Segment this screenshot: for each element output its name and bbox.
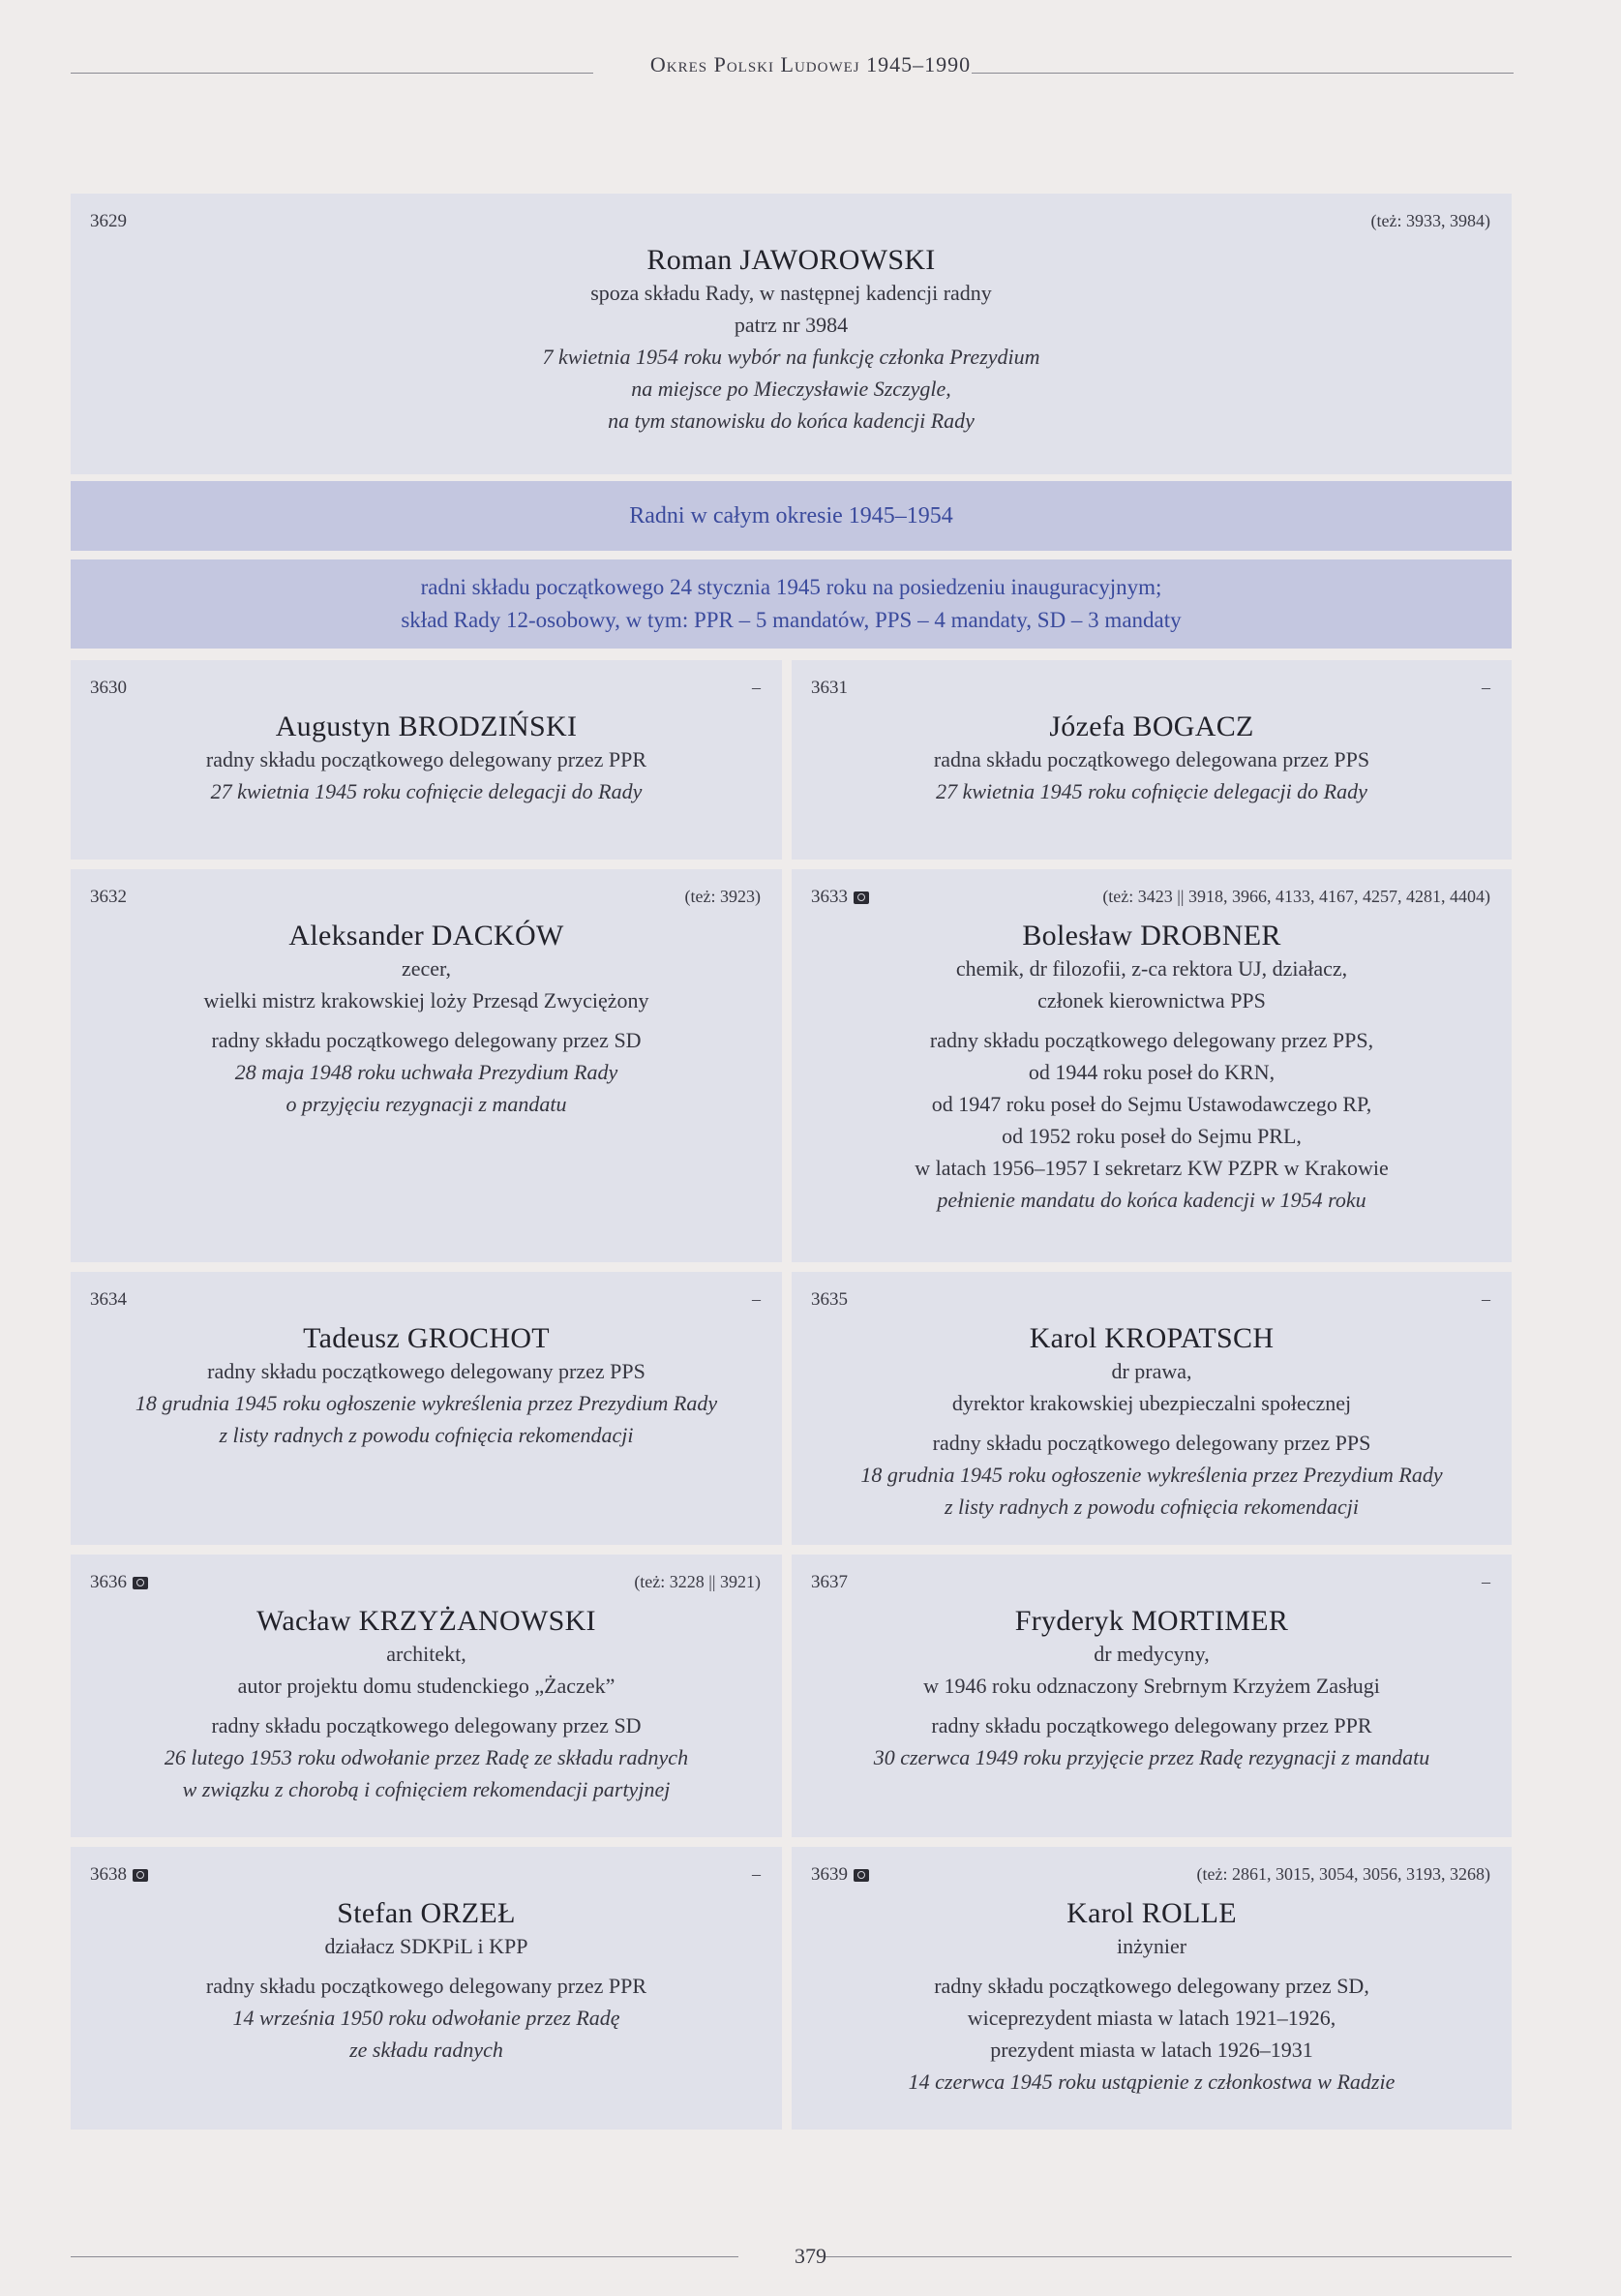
entry-card-3638 <box>71 1847 782 2130</box>
entry-name: Józefa BOGACZ <box>1049 710 1254 742</box>
line-gap <box>792 1016 1512 1024</box>
entry-number <box>90 1289 127 1311</box>
entry-card-3634 <box>71 1272 782 1545</box>
entry-number-text: 3634 <box>90 1289 127 1310</box>
entry-info-line: radna składu początkowego delegowana przez PPS <box>933 747 1370 771</box>
entry-card-3630 <box>71 660 782 860</box>
entry-note-line: pełnienie mandatu do końca kadencji w 1954 roku <box>937 1188 1366 1212</box>
entry-info-line: dyrektor krakowskiej ubezpieczalni społecznej <box>951 1391 1352 1415</box>
entry-note-line: na tym stanowisku do końca kadencji Rady <box>608 408 975 433</box>
running-title: Okres Polski Ludowej 1945–1990 <box>649 52 972 76</box>
entry-info-line: radny składu początkowego delegowany przez PPS <box>207 1359 645 1383</box>
section-title: Radni w całym okresie 1945–1954 <box>629 503 953 529</box>
entry-name: Wacław KRZYŻANOWSKI <box>256 1605 596 1637</box>
entry-info-line: od 1944 roku poseł do KRN, <box>1028 1060 1276 1084</box>
entry-name: Karol ROLLE <box>1066 1897 1237 1929</box>
entry-info-line: architekt, <box>386 1642 466 1666</box>
entry-info-line: wielki mistrz krakowskiej loży Przesąd Zwyciężony <box>203 988 649 1012</box>
entry-lines <box>71 277 1512 437</box>
entry-lines <box>792 1355 1512 1523</box>
entry-card-3637 <box>792 1555 1512 1837</box>
entry-info-line: wiceprezydent miasta w latach 1921–1926, <box>967 2006 1336 2030</box>
entry-info-line: od 1952 roku poseł do Sejmu PRL, <box>1002 1124 1302 1148</box>
entry-number-text: 3629 <box>90 211 127 231</box>
entry-card-3633 <box>792 869 1512 1262</box>
entry-name: Aleksander DACKÓW <box>288 920 564 952</box>
entry-number <box>811 1864 869 1886</box>
entry-info-line: dr medycyny, <box>1094 1642 1210 1666</box>
entry-number-text: 3635 <box>811 1289 848 1310</box>
entry-number-text: 3632 <box>90 887 127 907</box>
entry-note-line: w związku z chorobą i cofnięciem rekomendacji partyjnej <box>182 1777 671 1801</box>
entry-reference: – <box>752 678 761 697</box>
entry-info-line: działacz SDKPiL i KPP <box>324 1934 528 1958</box>
entry-number-text: 3638 <box>90 1864 127 1885</box>
entry-reference: – <box>1482 1572 1490 1591</box>
entry-number <box>811 887 869 908</box>
line-gap <box>792 1702 1512 1709</box>
entry-info-line: w latach 1956–1957 I sekretarz KW PZPR w Krakowie <box>915 1156 1389 1180</box>
entry-number <box>90 1864 148 1886</box>
entry-note-line: 14 czerwca 1945 roku ustąpienie z członkostwa w Radzie <box>908 2069 1396 2094</box>
entry-info-line: radny składu początkowego delegowany przez SD <box>211 1713 642 1737</box>
entry-number <box>90 1572 148 1593</box>
entry-note-line: 14 września 1950 roku odwołanie przez Radę <box>232 2006 620 2030</box>
entry-name: Fryderyk MORTIMER <box>1014 1605 1289 1637</box>
entry-card-3631 <box>792 660 1512 860</box>
entry-reference: (też: 3933, 3984) <box>1370 211 1490 230</box>
line-gap <box>71 1702 782 1709</box>
entry-lines <box>792 1930 1512 2098</box>
entry-info-line: chemik, dr filozofii, z-ca rektora UJ, działacz, <box>955 956 1348 981</box>
entry-number <box>90 887 127 908</box>
section-subtitle-band <box>71 559 1512 649</box>
entry-number-text: 3639 <box>811 1864 848 1885</box>
entry-reference: – <box>1482 678 1490 697</box>
entry-number <box>811 1289 848 1311</box>
entry-info-line: radny składu początkowego delegowany przez PPR <box>205 747 647 771</box>
entry-reference: – <box>752 1864 761 1884</box>
entry-number <box>90 211 127 232</box>
entry-name: Karol KROPATSCH <box>1029 1322 1275 1354</box>
entry-info-line: autor projektu domu studenckiego „Żaczek” <box>237 1674 615 1698</box>
entry-number-text: 3633 <box>811 887 848 907</box>
photo-icon <box>854 891 869 904</box>
entry-note-line: 30 czerwca 1949 roku przyjęcie przez Radę rezygnacji z mandatu <box>873 1745 1430 1769</box>
entry-name: Augustyn BRODZIŃSKI <box>275 710 578 742</box>
entry-name: Bolesław DROBNER <box>1022 920 1281 952</box>
entry-reference: – <box>1482 1289 1490 1309</box>
entry-note-line: na miejsce po Mieczysławie Szczygle, <box>631 377 951 401</box>
entry-lines <box>71 1930 782 2066</box>
entry-note-line: 18 grudnia 1945 roku ogłoszenie wykreślenia przez Prezydium Rady <box>860 1463 1443 1487</box>
line-gap <box>71 1962 782 1970</box>
entry-lines <box>792 952 1512 1216</box>
entry-reference: (też: 2861, 3015, 3054, 3056, 3193, 3268) <box>1196 1864 1490 1884</box>
photo-icon <box>133 1577 148 1589</box>
entry-note-line: 7 kwietnia 1954 roku wybór na funkcję członka Prezydium <box>542 345 1040 369</box>
entry-card-3629 <box>71 194 1512 474</box>
entry-info-line: spoza składu Rady, w następnej kadencji radny <box>590 281 992 305</box>
line-gap <box>792 1419 1512 1427</box>
entry-info-line: od 1947 roku poseł do Sejmu Ustawodawczego RP, <box>931 1092 1372 1116</box>
entry-lines <box>71 952 782 1120</box>
entry-number-text: 3631 <box>811 678 848 698</box>
page-number: 379 <box>795 2244 826 2268</box>
entry-info-line: członek kierownictwa PPS <box>1037 988 1266 1012</box>
entry-reference: (też: 3228 || 3921) <box>634 1572 761 1591</box>
entry-note-line: z listy radnych z powodu cofnięcia rekomendacji <box>219 1423 634 1447</box>
section-subtitle-line-1: radni składu początkowego 24 stycznia 1945 roku na posiedzeniu inauguracyjnym; <box>420 575 1162 599</box>
entry-info-line: radny składu początkowego delegowany przez PPR <box>205 1974 647 1998</box>
entry-number-text: 3636 <box>90 1572 127 1592</box>
entry-reference: (też: 3423 || 3918, 3966, 4133, 4167, 4257, 4281, 4404) <box>1102 887 1490 906</box>
entry-lines <box>792 743 1512 807</box>
entry-card-3632 <box>71 869 782 1262</box>
entry-note-line: ze składu radnych <box>349 2038 503 2062</box>
entry-number <box>811 678 848 699</box>
section-title-band <box>71 481 1512 551</box>
entry-name: Tadeusz GROCHOT <box>303 1322 550 1354</box>
entry-info-line: radny składu początkowego delegowany przez PPS <box>932 1431 1371 1455</box>
entry-name: Stefan ORZEŁ <box>337 1897 516 1929</box>
line-gap <box>792 1962 1512 1970</box>
entry-note-line: 27 kwietnia 1945 roku cofnięcie delegacji do Rady <box>936 779 1367 803</box>
entry-info-line: radny składu początkowego delegowany przez PPR <box>931 1713 1372 1737</box>
entry-info-line: patrz nr 3984 <box>734 313 849 337</box>
entry-card-3636 <box>71 1555 782 1837</box>
entry-number <box>90 678 127 699</box>
entry-info-line: radny składu początkowego delegowany przez SD <box>211 1028 642 1052</box>
entry-info-line: radny składu początkowego delegowany przez SD, <box>934 1974 1369 1998</box>
entry-note-line: 28 maja 1948 roku uchwała Prezydium Rady <box>234 1060 618 1084</box>
entry-lines <box>71 1355 782 1451</box>
entry-info-line: radny składu początkowego delegowany przez PPS, <box>929 1028 1374 1052</box>
photo-icon <box>133 1869 148 1882</box>
entry-info-line: prezydent miasta w latach 1926–1931 <box>990 2038 1313 2062</box>
entry-info-line: zecer, <box>401 956 451 981</box>
entry-info-line: dr prawa, <box>1111 1359 1192 1383</box>
entry-lines <box>71 743 782 807</box>
entry-note-line: 18 grudnia 1945 roku ogłoszenie wykreślenia przez Prezydium Rady <box>135 1391 718 1415</box>
entry-note-line: 27 kwietnia 1945 roku cofnięcie delegacji do Rady <box>210 779 643 803</box>
entry-info-line: inżynier <box>1116 1934 1187 1958</box>
entry-number-text: 3630 <box>90 678 127 698</box>
entry-number <box>811 1572 848 1593</box>
entry-lines <box>71 1638 782 1805</box>
entry-name: Roman JAWOROWSKI <box>646 244 936 276</box>
entry-reference: – <box>752 1289 761 1309</box>
section-subtitle-line-2: skład Rady 12-osobowy, w tym: PPR – 5 mandatów, PPS – 4 mandaty, SD – 3 mandaty <box>401 608 1182 632</box>
entry-lines <box>792 1638 1512 1773</box>
entry-reference: (też: 3923) <box>684 887 761 906</box>
entry-info-line: w 1946 roku odznaczony Srebrnym Krzyżem Zasługi <box>923 1674 1380 1698</box>
entry-card-3635 <box>792 1272 1512 1545</box>
entry-number-text: 3637 <box>811 1572 848 1592</box>
entry-note-line: z listy radnych z powodu cofnięcia rekomendacji <box>944 1495 1360 1519</box>
line-gap <box>71 1016 782 1024</box>
entry-note-line: o przyjęciu rezygnacji z mandatu <box>285 1092 567 1116</box>
entry-note-line: 26 lutego 1953 roku odwołanie przez Radę ze składu radnych <box>164 1745 689 1769</box>
entry-card-3639 <box>792 1847 1512 2130</box>
photo-icon <box>854 1869 869 1882</box>
